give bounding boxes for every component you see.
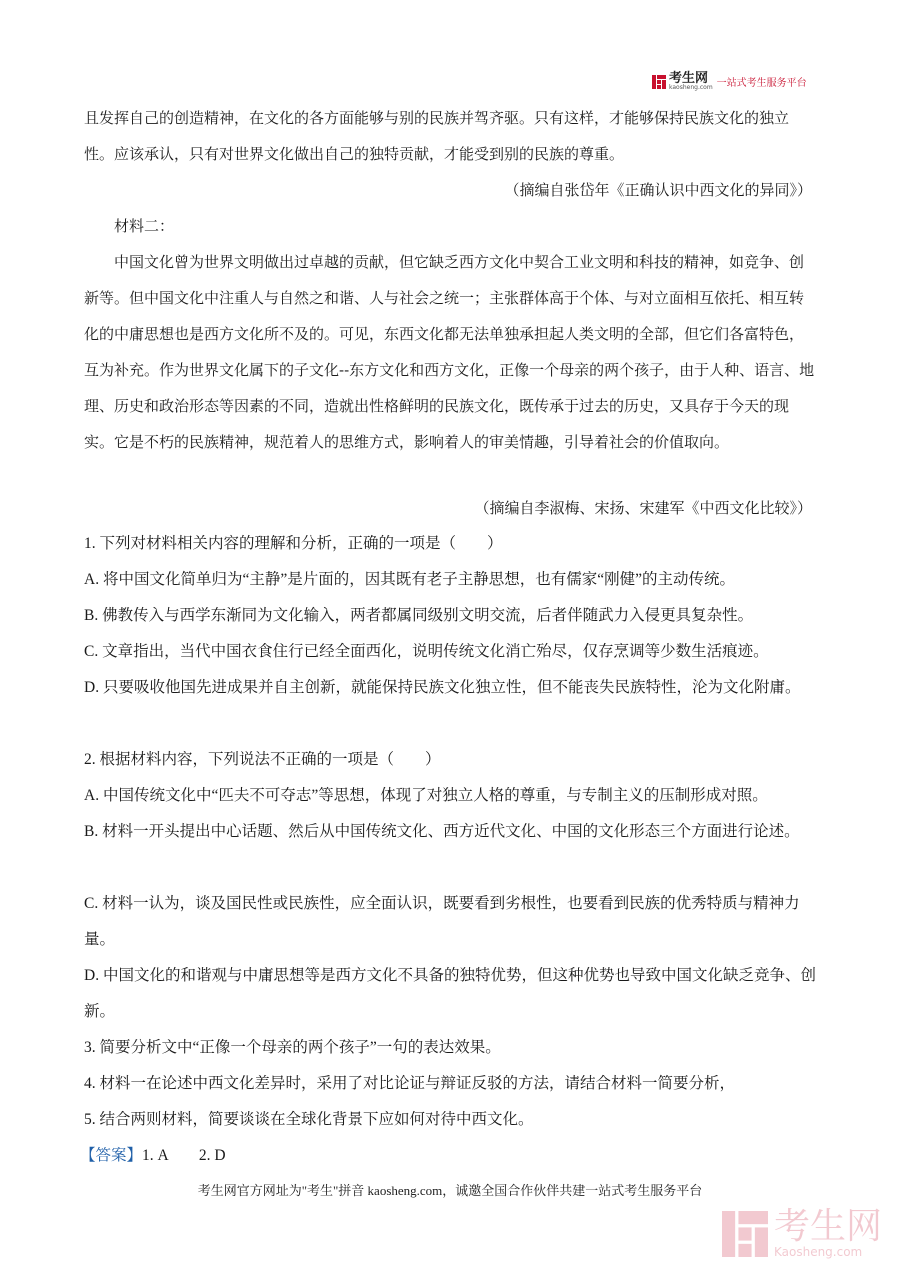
source-one: （摘编自张岱年《正确认识中西文化的异同》） [504, 181, 812, 199]
logo-domain: kaosheng.com [669, 84, 713, 91]
watermark [722, 1206, 882, 1259]
question-4: 4. 材料一在论述中西文化差异时，采用了对比论证与辩证反驳的方法，请结合材料一简要分析， [84, 1075, 736, 1092]
question-2-option-b: B. 材料一开头提出中心话题、然后从中国传统文化、西方近代文化、中国的文化形态三个方面进行论述。 [84, 823, 800, 840]
question-1: 1. 下列对材料相关内容的理解和分析，正确的一项是（ ） [84, 535, 503, 552]
footer-text: 考生网官方网址为"考生"拼音 kaosheng.com，诚邀全国合作伙伴共建一站式考生服务平台 [197, 1183, 703, 1198]
question-2-option-c: C. 材料一认为，谈及国民性或民族性，应全面认识，既要看到劣根性，也要看到民族的优秀特质与精神力量。 [84, 895, 800, 948]
logo-icon [652, 75, 666, 89]
source-two: （摘编自李淑梅、宋扬、宋建军《中西文化比较》） [474, 499, 812, 517]
header-logo [652, 72, 807, 91]
logo-slogan: 一站式考生服务平台 [716, 78, 807, 89]
question-3: 3. 简要分析文中“正像一个母亲的两个孩子”一句的表达效果。 [84, 1039, 501, 1056]
material-two-body: 中国文化曾为世界文明做出过卓越的贡献，但它缺乏西方文化中契合工业文明和科技的精神，如竞争、创新等。但中国文化中注重人与自然之和谐、人与社会之统一；主张群体高于个体、与对立面相互依托、相互转化的中庸思想也是西方文化所不及的。可见，东西文化都无法单独承担起人类文明的全部，但它们各富特色，互为补充。作为世界文化属下的子文化--东方文化和西方文化，正像一个母亲的两个孩子，由于人种、语言、地理、历史和政治形态等因素的不同，造就出性格鲜明的民族文化，既传承于过去的历史，又具存于今天的现实。它是不朽的民族精神，规范着人的思维方式，影响着人的审美情趣，引导着社会的价值取向。 [84, 253, 815, 451]
material-two-label: 材料二： [114, 217, 175, 235]
watermark-text: 考生网 [773, 1206, 882, 1247]
question-1-option-c: C. 文章指出，当代中国衣食住行已经全面西化，说明传统文化消亡殆尽，仅存烹调等少数生活痕迹。 [84, 643, 769, 660]
question-2: 2. 根据材料内容，下列说法不正确的一项是（ ） [84, 751, 441, 768]
answer-line [80, 1138, 814, 1174]
answer-text: 1. A 2. D [142, 1147, 226, 1164]
question-5: 5. 结合两则材料，简要谈谈在全球化背景下应如何对待中西文化。 [84, 1111, 534, 1128]
question-1-option-d: D. 只要吸收他国先进成果并自主创新，就能保持民族文化独立性，但不能丧失民族特性，沦为文化附庸。 [84, 679, 801, 696]
answer-tag: 【答案】 [80, 1147, 143, 1164]
logo-brand: 考生网 [669, 71, 709, 86]
question-2-option-d: D. 中国文化的和谐观与中庸思想等是西方文化不具备的独特优势，但这种优势也导致中国文化缺乏竞争、创新。 [84, 967, 816, 1020]
watermark-logo-icon [722, 1211, 768, 1257]
watermark-domain: Kaosheng.com [773, 1245, 863, 1259]
material-one-tail: 且发挥自己的创造精神，在文化的各方面能够与别的民族并驾齐驱。只有这样，才能够保持民族文化的独立性。应该承认，只有对世界文化做出自己的独特贡献，才能受到别的民族的尊重。 [84, 109, 790, 163]
question-2-option-a: A. 中国传统文化中“匹夫不可夺志”等思想，体现了对独立人格的尊重，与专制主义的压制形成对照。 [84, 787, 768, 804]
question-1-option-b: B. 佛教传入与西学东渐同为文化输入，两者都属同级别文明交流，后者伴随武力入侵更具复杂性。 [84, 607, 754, 624]
question-1-option-a: A. 将中国文化简单归为“主静”是片面的，因其既有老子主静思想，也有儒家“刚健”的主动传统。 [84, 571, 735, 588]
